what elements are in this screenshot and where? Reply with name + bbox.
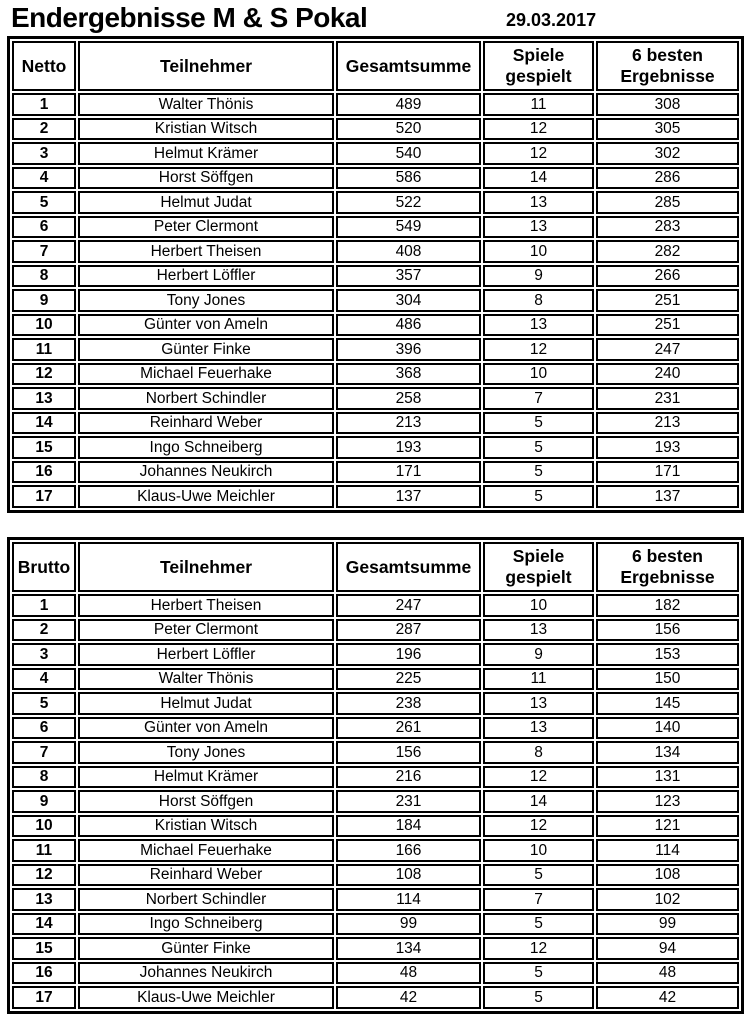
rank-cell: 17 [12,485,76,508]
table-row [12,619,739,642]
rank-cell: 5 [12,191,76,214]
rank-cell: 7 [12,741,76,764]
games-cell: 13 [483,191,594,214]
total-cell: 193 [336,436,481,459]
rank-cell: 2 [12,619,76,642]
rank-cell: 11 [12,839,76,862]
games-cell: 5 [483,436,594,459]
table-row [12,93,739,116]
column-header-participant: Teilnehmer [78,542,334,592]
best6-cell: 123 [596,790,739,813]
table-row [12,594,739,617]
total-cell: 238 [336,692,481,715]
games-cell: 7 [483,888,594,911]
total-cell: 304 [336,289,481,312]
total-cell: 258 [336,387,481,410]
rank-cell: 11 [12,338,76,361]
best6-cell: 193 [596,436,739,459]
games-cell: 13 [483,216,594,239]
rank-cell: 4 [12,668,76,691]
total-cell: 137 [336,485,481,508]
participant-cell: Peter Clermont [78,216,334,239]
participant-cell: Reinhard Weber [78,864,334,887]
total-cell: 108 [336,864,481,887]
participant-cell: Horst Söffgen [78,167,334,190]
table-row [12,314,739,337]
best6-cell: 102 [596,888,739,911]
games-cell: 5 [483,864,594,887]
games-cell: 12 [483,937,594,960]
games-cell: 10 [483,594,594,617]
participant-cell: Helmut Krämer [78,766,334,789]
date-label: 29.03.2017 [506,10,597,30]
participant-cell: Klaus-Uwe Meichler [78,485,334,508]
rank-cell: 2 [12,118,76,141]
best6-cell: 213 [596,412,739,435]
participant-cell: Ingo Schneiberg [78,913,334,936]
games-cell: 14 [483,790,594,813]
games-cell: 10 [483,240,594,263]
participant-cell: Norbert Schindler [78,387,334,410]
column-header-best6-line1: 6 besten [632,546,703,566]
table-row [12,643,739,666]
column-header-best6-line1: 6 besten [632,45,703,65]
brutto-label: Brutto [12,542,76,592]
total-cell: 549 [336,216,481,239]
total-cell: 171 [336,461,481,484]
table-row [12,717,739,740]
column-header-games [483,41,594,91]
column-header-best6-line2: Ergebnisse [620,66,715,86]
table-row [12,815,739,838]
best6-cell: 247 [596,338,739,361]
participant-cell: Kristian Witsch [78,815,334,838]
best6-cell: 150 [596,668,739,691]
rank-cell: 7 [12,240,76,263]
column-header-games-line2: gespielt [505,567,572,587]
games-cell: 11 [483,93,594,116]
column-header-games-line1: Spiele [512,45,565,65]
table-row [12,387,739,410]
table-row [12,461,739,484]
total-cell: 114 [336,888,481,911]
participant-cell: Günter Finke [78,338,334,361]
table-row [12,962,739,985]
total-cell: 184 [336,815,481,838]
games-cell: 13 [483,314,594,337]
games-cell: 9 [483,265,594,288]
page-title: Endergebnisse M & S Pokal [11,2,368,33]
netto-header-row [12,41,739,91]
table-row [12,668,739,691]
participant-cell: Norbert Schindler [78,888,334,911]
column-header-games-line2: gespielt [505,66,572,86]
table-row [12,142,739,165]
participant-cell: Herbert Löffler [78,265,334,288]
best6-cell: 285 [596,191,739,214]
table-row [12,363,739,386]
games-cell: 9 [483,643,594,666]
total-cell: 522 [336,191,481,214]
rank-cell: 8 [12,265,76,288]
games-cell: 10 [483,839,594,862]
games-cell: 7 [483,387,594,410]
participant-cell: Herbert Löffler [78,643,334,666]
participant-cell: Günter von Ameln [78,717,334,740]
table-row [12,118,739,141]
total-cell: 396 [336,338,481,361]
best6-cell: 131 [596,766,739,789]
table-row [12,790,739,813]
participant-cell: Ingo Schneiberg [78,436,334,459]
participant-cell: Kristian Witsch [78,118,334,141]
best6-cell: 140 [596,717,739,740]
participant-cell: Johannes Neukirch [78,962,334,985]
table-row [12,986,739,1009]
total-cell: 134 [336,937,481,960]
table-row [12,289,739,312]
games-cell: 12 [483,815,594,838]
best6-cell: 305 [596,118,739,141]
table-row [12,864,739,887]
table-row [12,167,739,190]
table-row [12,338,739,361]
best6-cell: 286 [596,167,739,190]
best6-cell: 171 [596,461,739,484]
rank-cell: 15 [12,937,76,960]
participant-cell: Peter Clermont [78,619,334,642]
table-row [12,913,739,936]
games-cell: 13 [483,619,594,642]
best6-cell: 153 [596,643,739,666]
rank-cell: 14 [12,412,76,435]
participant-cell: Walter Thönis [78,668,334,691]
total-cell: 213 [336,412,481,435]
participant-cell: Tony Jones [78,289,334,312]
brutto-header-row [12,542,739,592]
netto-table [7,36,744,513]
table-row [12,692,739,715]
participant-cell: Tony Jones [78,741,334,764]
column-header-participant: Teilnehmer [78,41,334,91]
total-cell: 196 [336,643,481,666]
games-cell: 12 [483,142,594,165]
rank-cell: 16 [12,962,76,985]
table-row [12,937,739,960]
rank-cell: 13 [12,387,76,410]
best6-cell: 145 [596,692,739,715]
total-cell: 231 [336,790,481,813]
rank-cell: 3 [12,142,76,165]
total-cell: 357 [336,265,481,288]
total-cell: 287 [336,619,481,642]
total-cell: 42 [336,986,481,1009]
best6-cell: 114 [596,839,739,862]
table-row [12,741,739,764]
best6-cell: 42 [596,986,739,1009]
rank-cell: 13 [12,888,76,911]
games-cell: 13 [483,692,594,715]
table-row [12,191,739,214]
best6-cell: 137 [596,485,739,508]
table-row [12,265,739,288]
participant-cell: Johannes Neukirch [78,461,334,484]
best6-cell: 108 [596,864,739,887]
total-cell: 586 [336,167,481,190]
best6-cell: 156 [596,619,739,642]
rank-cell: 9 [12,790,76,813]
rank-cell: 1 [12,93,76,116]
total-cell: 540 [336,142,481,165]
rank-cell: 12 [12,363,76,386]
games-cell: 5 [483,412,594,435]
participant-cell: Klaus-Uwe Meichler [78,986,334,1009]
rank-cell: 17 [12,986,76,1009]
best6-cell: 251 [596,314,739,337]
best6-cell: 240 [596,363,739,386]
column-header-best6-line2: Ergebnisse [620,567,715,587]
participant-cell: Günter Finke [78,937,334,960]
total-cell: 156 [336,741,481,764]
best6-cell: 99 [596,913,739,936]
table-row [12,240,739,263]
best6-cell: 282 [596,240,739,263]
column-header-games-line1: Spiele [512,546,565,566]
brutto-table [7,537,744,1014]
participant-cell: Herbert Theisen [78,594,334,617]
column-header-total: Gesamtsumme [336,542,481,592]
table-row [12,839,739,862]
best6-cell: 266 [596,265,739,288]
games-cell: 14 [483,167,594,190]
participant-cell: Günter von Ameln [78,314,334,337]
total-cell: 247 [336,594,481,617]
total-cell: 368 [336,363,481,386]
games-cell: 8 [483,741,594,764]
rank-cell: 9 [12,289,76,312]
table-row [12,485,739,508]
games-cell: 12 [483,766,594,789]
games-cell: 5 [483,913,594,936]
best6-cell: 231 [596,387,739,410]
rank-cell: 1 [12,594,76,617]
total-cell: 48 [336,962,481,985]
rank-cell: 5 [12,692,76,715]
participant-cell: Horst Söffgen [78,790,334,813]
participant-cell: Herbert Theisen [78,240,334,263]
total-cell: 486 [336,314,481,337]
table-row [12,766,739,789]
participant-cell: Reinhard Weber [78,412,334,435]
total-cell: 99 [336,913,481,936]
best6-cell: 283 [596,216,739,239]
games-cell: 5 [483,485,594,508]
rank-cell: 10 [12,314,76,337]
rank-cell: 6 [12,717,76,740]
column-header-games [483,542,594,592]
total-cell: 166 [336,839,481,862]
column-header-total: Gesamtsumme [336,41,481,91]
participant-cell: Helmut Judat [78,191,334,214]
rank-cell: 4 [12,167,76,190]
rank-cell: 8 [12,766,76,789]
table-row [12,436,739,459]
table-row [12,216,739,239]
rank-cell: 6 [12,216,76,239]
games-cell: 11 [483,668,594,691]
rank-cell: 3 [12,643,76,666]
best6-cell: 134 [596,741,739,764]
column-header-best6 [596,542,739,592]
participant-cell: Walter Thönis [78,93,334,116]
column-header-best6 [596,41,739,91]
best6-cell: 94 [596,937,739,960]
total-cell: 489 [336,93,481,116]
best6-cell: 48 [596,962,739,985]
table-row [12,412,739,435]
participant-cell: Michael Feuerhake [78,839,334,862]
total-cell: 408 [336,240,481,263]
rank-cell: 16 [12,461,76,484]
total-cell: 261 [336,717,481,740]
games-cell: 5 [483,986,594,1009]
games-cell: 5 [483,461,594,484]
participant-cell: Helmut Judat [78,692,334,715]
rank-cell: 10 [12,815,76,838]
games-cell: 8 [483,289,594,312]
rank-cell: 12 [12,864,76,887]
participant-cell: Michael Feuerhake [78,363,334,386]
total-cell: 520 [336,118,481,141]
best6-cell: 121 [596,815,739,838]
total-cell: 225 [336,668,481,691]
games-cell: 5 [483,962,594,985]
table-row [12,888,739,911]
games-cell: 13 [483,717,594,740]
best6-cell: 182 [596,594,739,617]
games-cell: 12 [483,118,594,141]
rank-cell: 14 [12,913,76,936]
games-cell: 12 [483,338,594,361]
total-cell: 216 [336,766,481,789]
netto-label: Netto [12,41,76,91]
best6-cell: 302 [596,142,739,165]
participant-cell: Helmut Krämer [78,142,334,165]
best6-cell: 251 [596,289,739,312]
rank-cell: 15 [12,436,76,459]
best6-cell: 308 [596,93,739,116]
games-cell: 10 [483,363,594,386]
